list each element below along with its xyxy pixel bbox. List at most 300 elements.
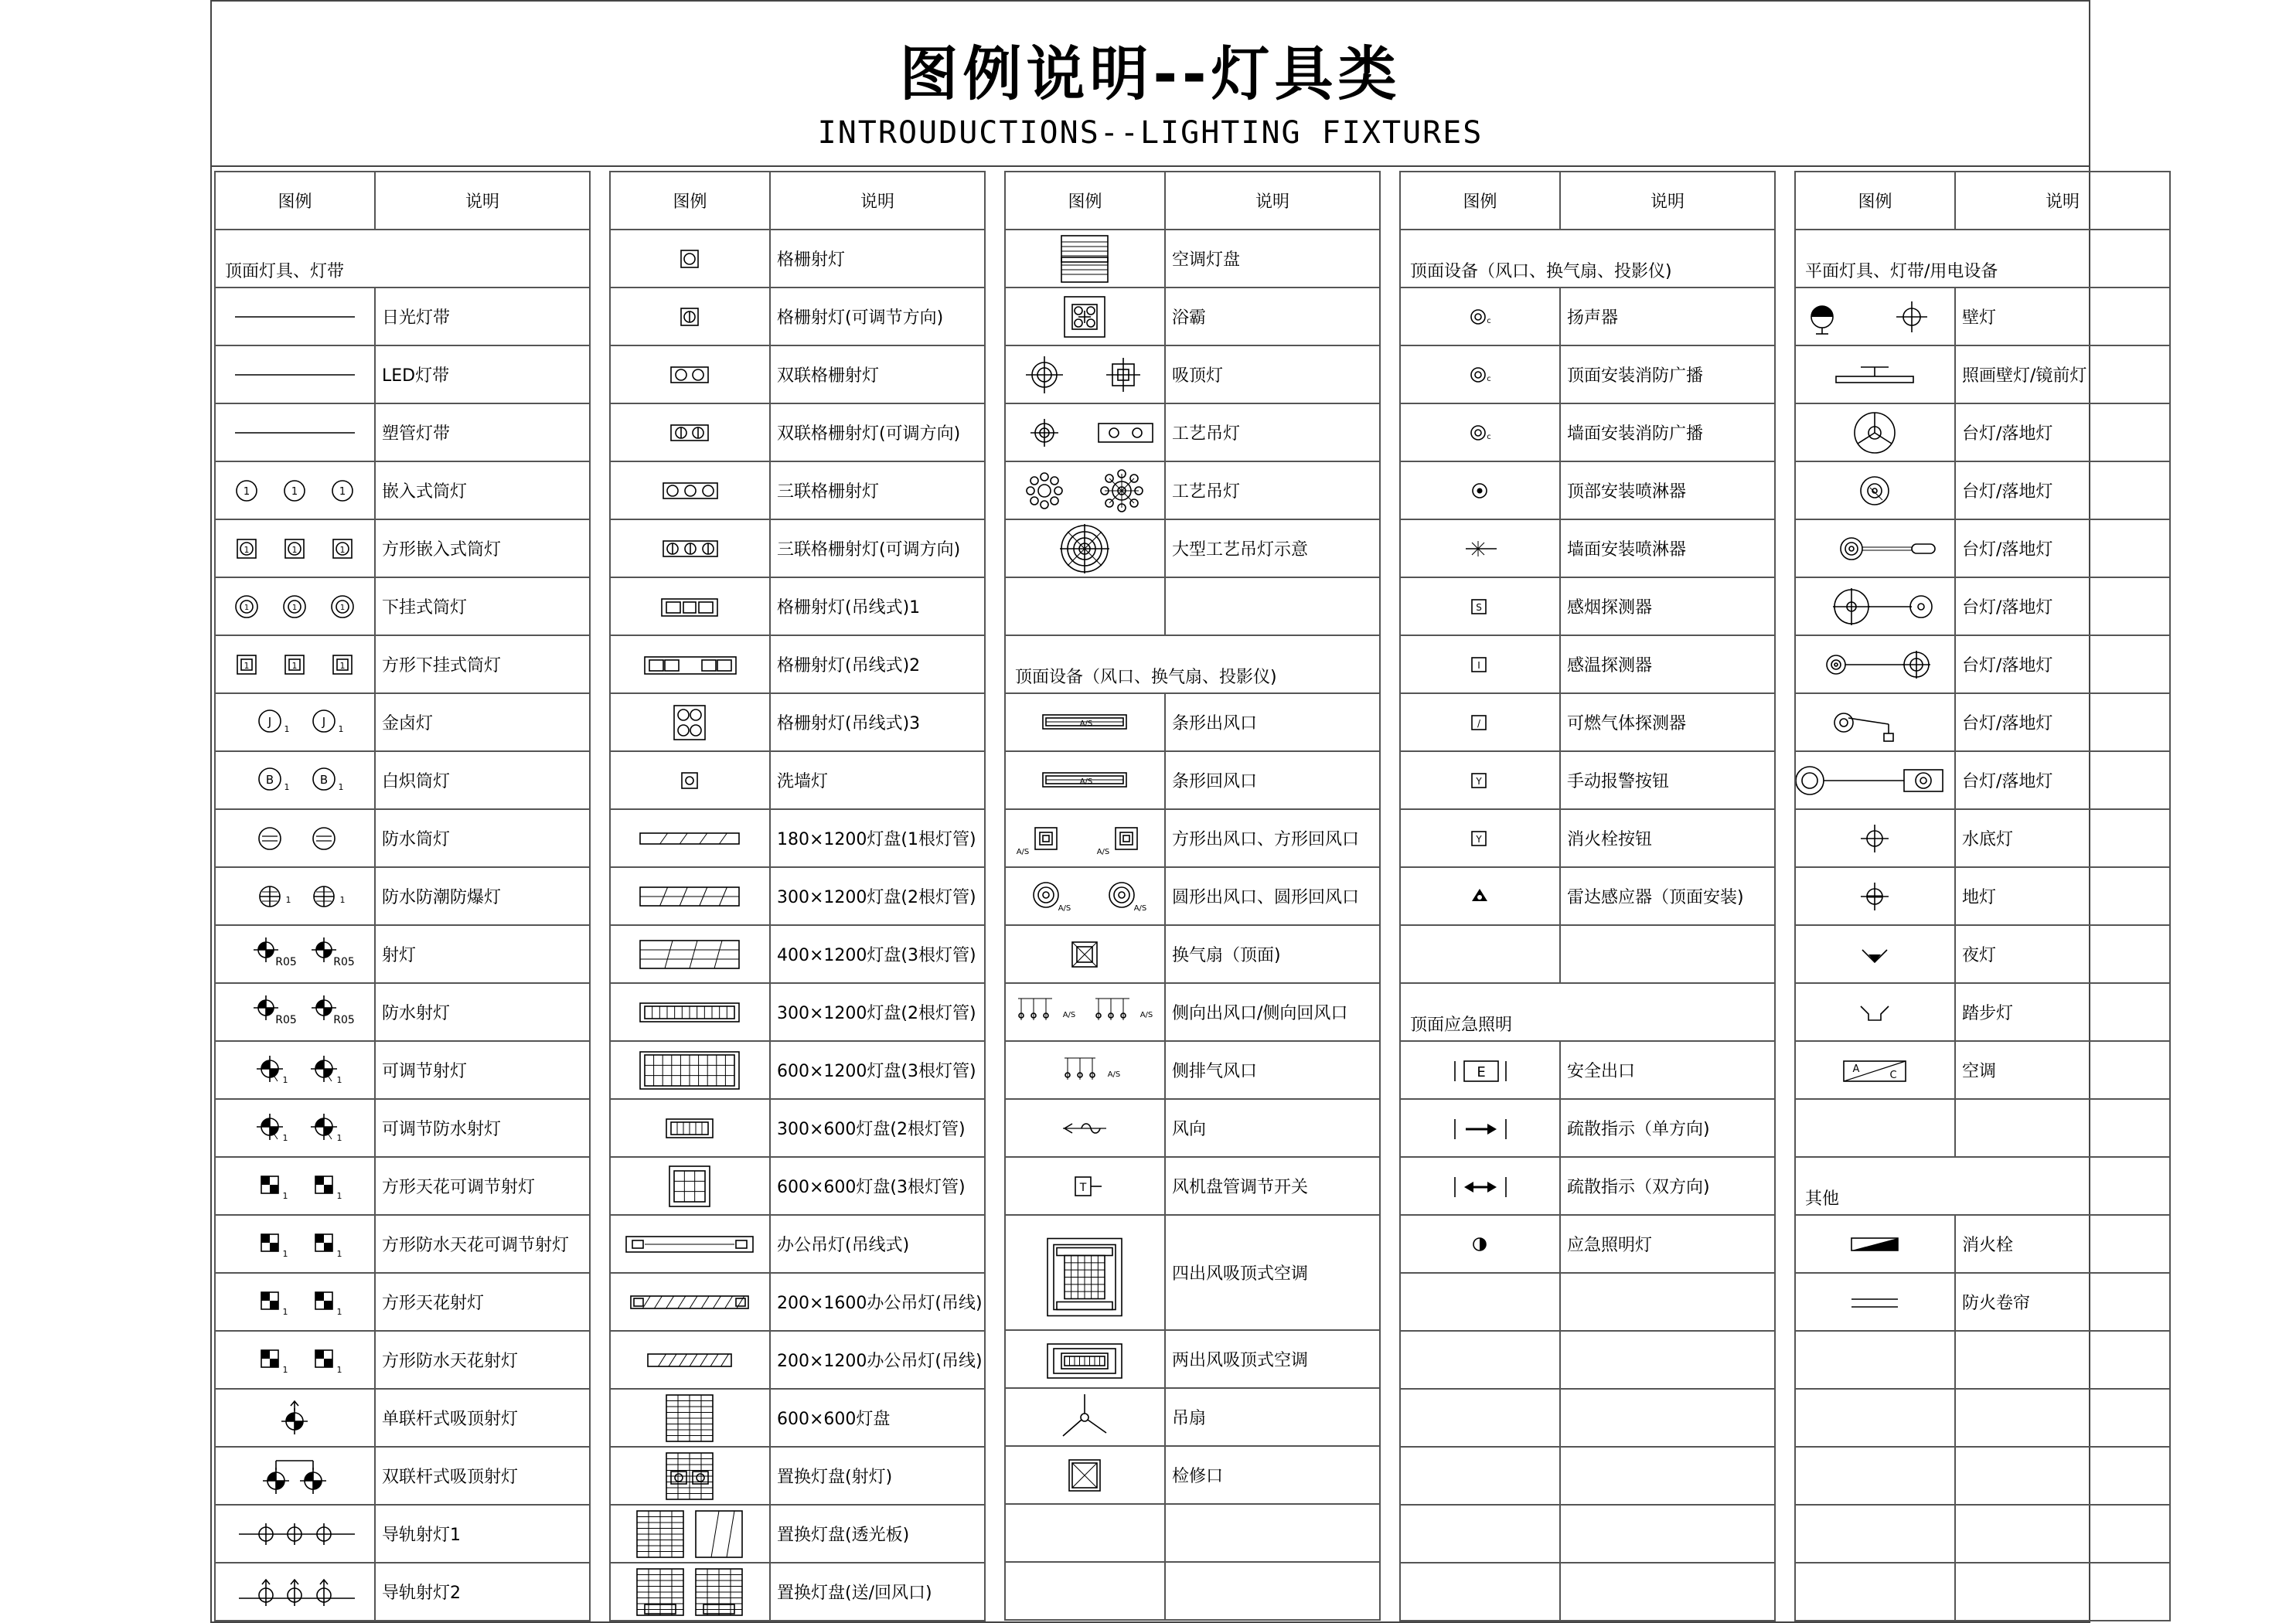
svg-text:R05: R05 [333,1013,355,1026]
table-row [1400,461,1775,519]
symbol-description: 换气扇（顶面) [1165,925,1380,983]
four-way-cassette-ac-icon [1005,1215,1165,1330]
exhaust-fan-icon [1005,925,1165,983]
table-row [1795,577,2170,635]
empty-cell [1400,1331,1560,1389]
waterproof-spotlight-icon [215,983,375,1041]
symbol-description: 顶部安装喷淋器 [1560,461,1775,519]
symbol-description: 可调节射灯 [375,1041,590,1099]
table-row [1005,983,1380,1041]
square-ceiling-spotlight-icon [215,1273,375,1331]
symbol-description: 条形出风口 [1165,693,1380,751]
table-row [1400,751,1775,809]
empty-cell [1400,1447,1560,1505]
header-description: 说明 [1955,172,2170,230]
table-row [1005,230,1380,288]
table-row [215,577,590,635]
svg-text:1: 1 [244,660,250,671]
symbol-description: 台灯/落地灯 [1955,635,2170,693]
symbol-description: 雷达感应器（顶面安装) [1560,867,1775,925]
table-floor-lamp-6-icon [1795,693,1955,751]
symbol-description: 下挂式筒灯 [375,577,590,635]
panel-400x1200-icon [610,925,770,983]
svg-text:1: 1 [282,1190,288,1201]
grille-spotlight-hanging-3-icon [610,693,770,751]
svg-text:1: 1 [336,1132,342,1143]
symbol-description: 防火卷帘 [1955,1273,2170,1331]
table-row [1005,288,1380,345]
symbol-description: 大型工艺吊灯示意 [1165,519,1380,577]
explosion-proof-lamp-icon [215,867,375,925]
night-light-icon [1795,925,1955,983]
table-row [1005,461,1380,519]
table-row [1400,288,1775,345]
table-row [1005,635,1380,693]
symbol-description: 600×1200灯盘(3根灯管) [770,1041,985,1099]
symbol-description: 方形嵌入式筒灯 [375,519,590,577]
table-row [1005,403,1380,461]
air-conditioner-icon [1795,1041,1955,1099]
svg-text:1: 1 [339,603,346,612]
panel-300x1200-icon [610,867,770,925]
svg-text:A/S: A/S [1079,777,1093,786]
table-row [1005,867,1380,925]
table-header-row [1795,172,2170,230]
symbol-description [1560,925,1775,983]
table-row [215,1331,590,1389]
symbol-description [1560,1273,1775,1331]
symbol-description: 格栅射灯(吊线式)1 [770,577,985,635]
symbol-description: 圆形出风口、圆形回风口 [1165,867,1380,925]
symbol-description [1560,1331,1775,1389]
symbol-description: 水底灯 [1955,809,2170,867]
symbol-description: 台灯/落地灯 [1955,461,2170,519]
table-header-row [1005,172,1380,230]
svg-text:A/S: A/S [1107,1070,1121,1079]
empty-cell [1005,1504,1165,1562]
symbol-description: 夜灯 [1955,925,2170,983]
table-row [215,925,590,983]
symbol-description: 壁灯 [1955,288,2170,345]
table-row [610,519,985,577]
table-row [1005,809,1380,867]
empty-cell [1400,925,1560,983]
table-row [1400,1505,1775,1563]
svg-text:c: c [1487,432,1491,441]
fan-coil-switch-icon [1005,1157,1165,1215]
table-row [215,1041,590,1099]
symbol-description: 台灯/落地灯 [1955,751,2170,809]
symbol-description: 感烟探测器 [1560,577,1775,635]
table-row [1400,867,1775,925]
track-spotlight-icon [215,1505,375,1563]
table-row [215,345,590,403]
table-row [610,1331,985,1389]
svg-text:1: 1 [291,544,298,555]
fire-shutter-icon [1795,1273,1955,1331]
header-symbol: 图例 [1795,172,1955,230]
table-row [1400,1215,1775,1273]
svg-text:1: 1 [339,894,346,905]
table-row [215,230,590,288]
table-row [1400,1273,1775,1331]
symbol-description: LED灯带 [375,345,590,403]
header-symbol: 图例 [1005,172,1165,230]
wall-lamp-icon [1795,288,1955,345]
wall-washer-icon [610,751,770,809]
grille-spotlight-hanging-1-icon [610,577,770,635]
svg-text:R05: R05 [333,955,355,968]
svg-text:1: 1 [284,781,290,792]
table-row [1005,1446,1380,1504]
symbol-description: 墙面安装消防广播 [1560,403,1775,461]
table-row [1400,1157,1775,1215]
empty-cell [1795,1389,1955,1447]
legend-table-3 [1004,171,1381,1621]
table-row [1005,1041,1380,1099]
table-floor-lamp-4-icon [1795,577,1955,635]
recessed-downlight-icon [215,461,375,519]
double-grille-spotlight-adjustable-icon [610,403,770,461]
symbol-description: 顶面安装消防广播 [1560,345,1775,403]
section-heading: 平面灯具、灯带/用电设备 [1795,230,2170,288]
linear-return-vent-icon [1005,751,1165,809]
table-row [1400,635,1775,693]
legend-table-1 [214,171,591,1621]
two-way-cassette-ac-icon [1005,1330,1165,1388]
symbol-description: 格栅射灯(吊线式)2 [770,635,985,693]
incandescent-downlight-icon [215,751,375,809]
symbol-description [1955,1563,2170,1621]
symbol-description: 300×1200灯盘(2根灯管) [770,867,985,925]
symbol-description [1165,1562,1380,1620]
displacement-spotlight-panel-icon [610,1447,770,1505]
symbol-description: 空调 [1955,1041,2170,1099]
table-row [1400,1041,1775,1099]
ground-light-icon [1795,867,1955,925]
table-row [1005,345,1380,403]
header-description: 说明 [375,172,590,230]
symbol-description [1560,1447,1775,1505]
table-row [610,577,985,635]
symbol-description: 嵌入式筒灯 [375,461,590,519]
symbol-description [1165,1504,1380,1562]
line-icon [215,403,375,461]
table-row [1795,635,2170,693]
svg-text:T: T [1079,1181,1087,1194]
table-row [215,1157,590,1215]
radar-sensor-icon [1400,867,1560,925]
table-row [1795,1273,2170,1331]
table-row [1795,809,2170,867]
table-row [215,1447,590,1505]
table-row [610,751,985,809]
svg-text:1: 1 [338,781,344,792]
svg-text:1: 1 [285,894,291,905]
table-row [1795,1447,2170,1505]
ceiling-fan-icon [1005,1388,1165,1446]
symbol-description: 置换灯盘(送/回风口) [770,1563,985,1621]
office-pendant-200x1200-icon [610,1331,770,1389]
speaker-icon [1400,288,1560,345]
svg-text:S: S [1476,601,1482,613]
symbol-description: 洗墙灯 [770,751,985,809]
section-heading: 其他 [1795,1157,2170,1215]
symbol-description: 空调灯盘 [1165,230,1380,288]
table-row [610,403,985,461]
table-row [215,693,590,751]
exit-sign-icon [1400,1041,1560,1099]
symbol-description: 塑管灯带 [375,403,590,461]
table-row [610,1273,985,1331]
table-row [610,1447,985,1505]
square-pendant-downlight-icon [215,635,375,693]
symbol-description: 180×1200灯盘(1根灯管) [770,809,985,867]
svg-text:A/S: A/S [1079,719,1093,728]
empty-cell [1005,1562,1165,1620]
table-row [1795,1215,2170,1273]
grille-spotlight-adjustable-icon [610,288,770,345]
table-floor-lamp-5-icon [1795,635,1955,693]
table-row [215,519,590,577]
table-row [1005,1157,1380,1215]
empty-cell [1400,1505,1560,1563]
picture-mirror-lamp-icon [1795,345,1955,403]
table-row [1400,577,1775,635]
table-row [1005,1562,1380,1620]
bath-heater-icon [1005,288,1165,345]
square-vent-icon [1005,809,1165,867]
table-row [610,1041,985,1099]
symbol-description: 置换灯盘(射灯) [770,1447,985,1505]
double-rod-spotlight-icon [215,1447,375,1505]
symbol-description: 防水防潮防爆灯 [375,867,590,925]
symbol-description: 台灯/落地灯 [1955,403,2170,461]
symbol-description: 300×1200灯盘(2根灯管) [770,983,985,1041]
underwater-light-icon [1795,809,1955,867]
symbol-description [1560,1389,1775,1447]
table-row [1400,403,1775,461]
adjustable-spotlight-icon [215,1041,375,1099]
page-title: 图例说明--灯具类 [899,39,1402,108]
symbol-description: 200×1600办公吊灯(吊线) [770,1273,985,1331]
table-row [1400,345,1775,403]
symbol-description: 300×600灯盘(2根灯管) [770,1099,985,1157]
table-row [1005,519,1380,577]
svg-text:A/S: A/S [1133,903,1147,913]
triple-grille-spotlight-adjustable-icon [610,519,770,577]
symbol-description: 方形下挂式筒灯 [375,635,590,693]
table-row [610,345,985,403]
table-row [1795,288,2170,345]
svg-text:c: c [1487,374,1491,383]
gas-detector-icon [1400,693,1560,751]
table-row [215,1273,590,1331]
table-row [610,1157,985,1215]
empty-cell [1400,1273,1560,1331]
symbol-description: 三联格栅射灯(可调方向) [770,519,985,577]
svg-text:c: c [1487,316,1491,325]
hydrant-button-icon [1400,809,1560,867]
table-row [1795,519,2170,577]
pendant-downlight-icon [215,577,375,635]
symbol-description: 600×600灯盘 [770,1389,985,1447]
symbol-description: 消火栓按钮 [1560,809,1775,867]
table-row [1400,519,1775,577]
table-header-row [215,172,590,230]
art-pendant-icon [1005,403,1165,461]
table-row [215,1505,590,1563]
table-row [215,983,590,1041]
table-row [1795,403,2170,461]
empty-cell [1795,1331,1955,1389]
table-row [1795,751,2170,809]
symbol-description: 地灯 [1955,867,2170,925]
symbol-description [1955,1331,2170,1389]
table-row [1400,230,1775,288]
svg-text:J: J [267,714,272,729]
symbol-description: 吊扇 [1165,1388,1380,1446]
symbol-description: 台灯/落地灯 [1955,693,2170,751]
svg-text:1: 1 [336,1190,342,1201]
evacuation-single-icon [1400,1099,1560,1157]
header-description: 说明 [770,172,985,230]
symbol-description: 单联杆式吸顶射灯 [375,1389,590,1447]
svg-text:J: J [322,714,326,729]
office-pendant-icon [610,1215,770,1273]
svg-text:R05: R05 [275,1013,297,1026]
panel-180x1200-icon [610,809,770,867]
side-vent-icon [1005,983,1165,1041]
table-row [1005,1388,1380,1446]
section-heading: 顶面设备（风口、换气扇、投影仪) [1005,635,1380,693]
svg-text:A/S: A/S [1096,847,1110,856]
symbol-description: 两出风吸顶式空调 [1165,1330,1380,1388]
table-row [1005,751,1380,809]
table-row [610,230,985,288]
table-row [1795,1331,2170,1389]
symbol-description: 应急照明灯 [1560,1215,1775,1273]
line-icon [215,345,375,403]
panel-300x600-icon [610,1099,770,1157]
header-description: 说明 [1560,172,1775,230]
svg-text:/: / [1477,717,1481,729]
symbol-description: 工艺吊灯 [1165,461,1380,519]
symbol-description: 踏步灯 [1955,983,2170,1041]
panel-300x1200-grid-icon [610,983,770,1041]
svg-text:1: 1 [282,1132,288,1143]
fire-hydrant-icon [1795,1215,1955,1273]
symbol-description: 感温探测器 [1560,635,1775,693]
empty-cell [1400,1563,1560,1621]
table-floor-lamp-1-icon [1795,403,1955,461]
symbol-description: 工艺吊灯 [1165,403,1380,461]
svg-text:A/S: A/S [1062,1010,1076,1019]
title-block [210,0,2090,167]
page-subtitle: INTROUDUCTIONS--LIGHTING FIXTURES [817,115,1484,151]
symbol-description: 白炽筒灯 [375,751,590,809]
table-header-row [610,172,985,230]
svg-text:1: 1 [339,660,346,671]
svg-text:B: B [265,772,274,787]
table-row [1005,1099,1380,1157]
single-rod-spotlight-icon [215,1389,375,1447]
table-row [1795,345,2170,403]
symbol-description: 安全出口 [1560,1041,1775,1099]
table-row [215,635,590,693]
table-row [610,925,985,983]
section-heading: 顶面灯具、灯带 [215,230,590,288]
table-row [1795,1505,2170,1563]
symbol-description: 双联格栅射灯 [770,345,985,403]
symbol-description: 照画壁灯/镜前灯 [1955,345,2170,403]
svg-text:1: 1 [339,485,346,498]
symbol-description: 置换灯盘(透光板) [770,1505,985,1563]
table-row [1795,867,2170,925]
svg-text:1: 1 [284,723,290,734]
symbol-description: 四出风吸顶式空调 [1165,1215,1380,1330]
displacement-vent-panel-icon [610,1563,770,1621]
svg-text:B: B [319,772,329,787]
symbol-description: 墙面安装喷淋器 [1560,519,1775,577]
symbol-description [1955,1505,2170,1563]
table-row [1400,925,1775,983]
svg-text:1: 1 [291,485,298,498]
symbol-description [1955,1099,2170,1157]
symbol-description: 防水射灯 [375,983,590,1041]
symbol-description: 扬声器 [1560,288,1775,345]
table-row [215,403,590,461]
symbol-description: 导轨射灯1 [375,1505,590,1563]
svg-text:A: A [1852,1063,1860,1075]
ac-light-panel-icon [1005,230,1165,288]
track-spotlight-2-icon [215,1563,375,1621]
svg-text:A/S: A/S [1139,1010,1153,1019]
symbol-description: 200×1200办公吊灯(吊线) [770,1331,985,1389]
table-row [1795,693,2170,751]
table-row [1795,1389,2170,1447]
svg-text:1: 1 [282,1364,288,1375]
empty-cell [1795,1505,1955,1563]
empty-cell [1005,577,1165,635]
table-row [1400,1389,1775,1447]
linear-supply-vent-icon [1005,693,1165,751]
table-row [610,461,985,519]
line-icon [215,288,375,345]
svg-text:Y: Y [1476,833,1482,845]
symbol-description: 可燃气体探测器 [1560,693,1775,751]
svg-text:A/S: A/S [1016,847,1030,856]
table-row [215,461,590,519]
table-row [610,1563,985,1621]
table-row [1400,809,1775,867]
section-heading: 顶面应急照明 [1400,983,1775,1041]
table-row [1400,983,1775,1041]
grille-spotlight-icon [610,230,770,288]
table-row [215,288,590,345]
symbol-description: 双联格栅射灯(可调方向) [770,403,985,461]
symbol-description [1560,1563,1775,1621]
symbol-description: 台灯/落地灯 [1955,519,2170,577]
svg-text:1: 1 [282,1074,288,1085]
table-row [215,809,590,867]
wind-direction-icon [1005,1099,1165,1157]
adjustable-waterproof-spotlight-icon [215,1099,375,1157]
table-floor-lamp-2-icon [1795,461,1955,519]
panel-600x600-icon [610,1157,770,1215]
svg-text:1: 1 [291,603,298,612]
legend-table-5 [1794,171,2171,1621]
